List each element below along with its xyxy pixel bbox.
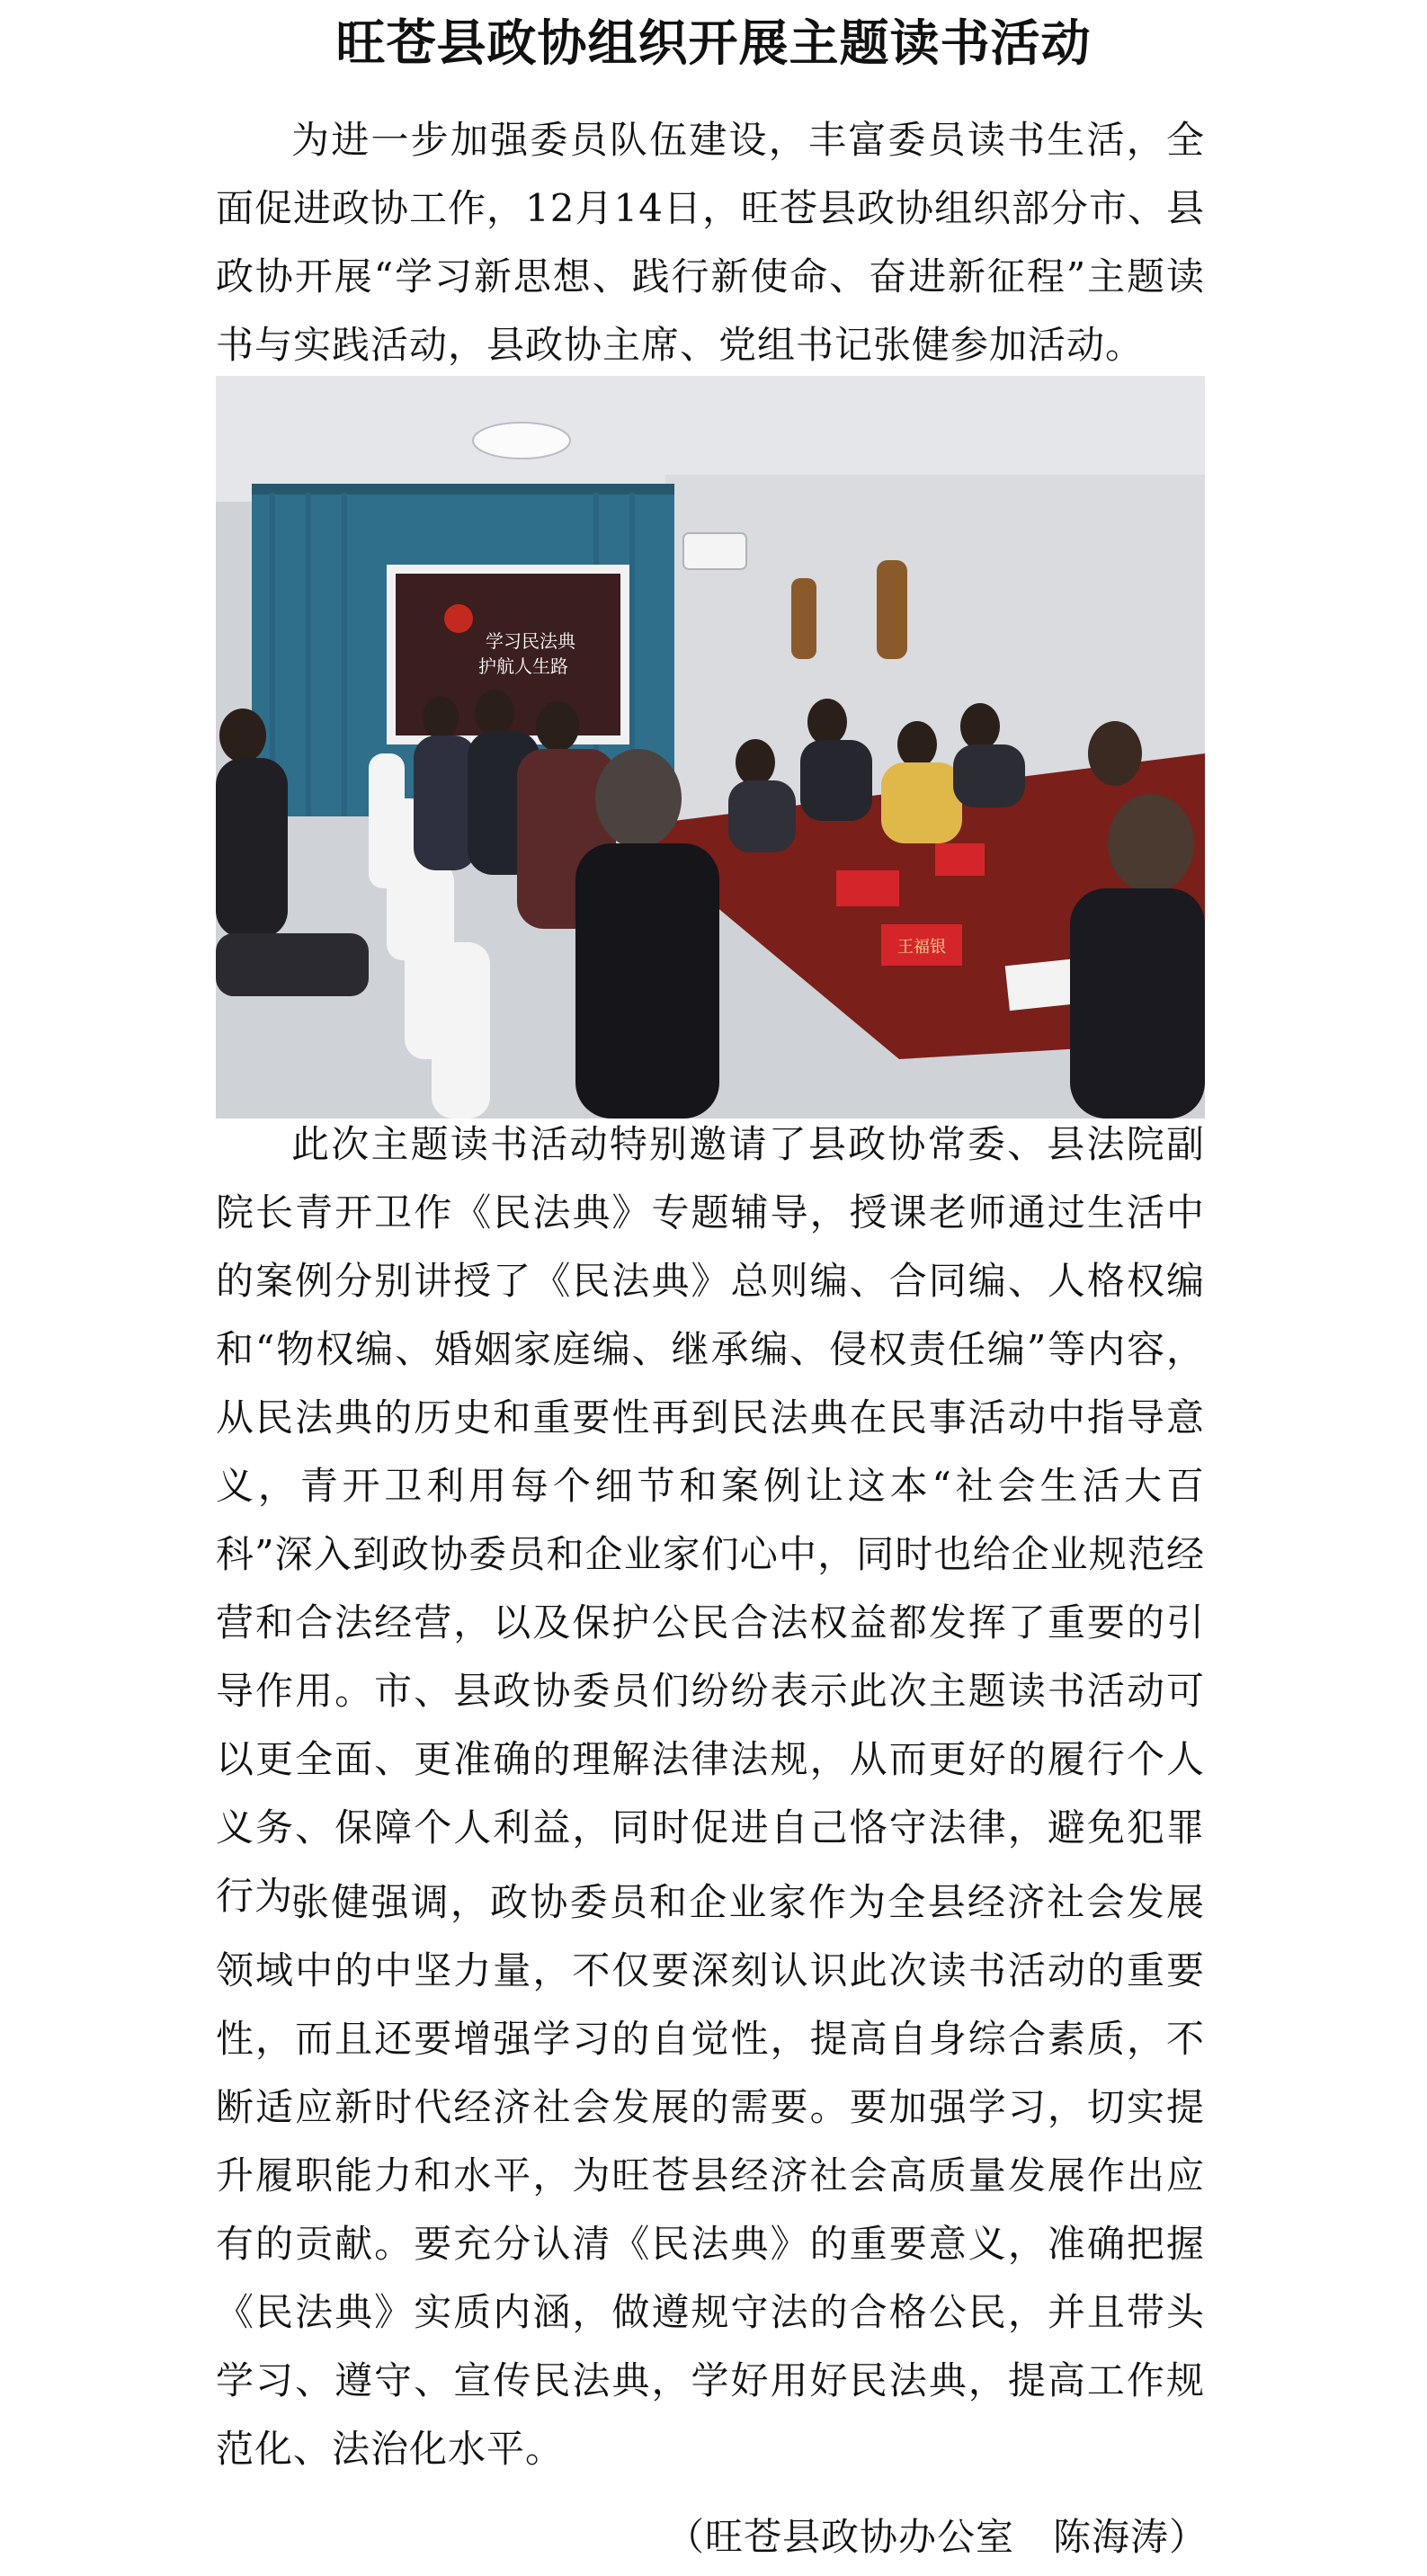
article-body-conclusion <box>216 1868 1205 2483</box>
wall-decoration <box>877 560 907 659</box>
paragraph-3: 张健强调，政协委员和企业家作为全县经济社会发展领域中的中坚力量，不仅要深刻认识此次读书活动的重要性，而且还要增强学习的自觉性，提高自身综合素质，不断适应新时代经济社会发展的需要。要加强学习，切实提升履职能力和水平，为旺苍县经济社会高质量发展作出应有的贡献。要充分认清《民法典》的重要意义，准确把握《民法典》实质内涵，做遵规守法的合格公民，并且带头学习、遵守、宣传民法典，学好用好民法典，提高工作规范化、法治化水平。 <box>216 1880 1205 2471</box>
paragraph-2: 此次主题读书活动特别邀请了县政协常委、县法院副院长青开卫作《民法典》专题辅导，授课老师通过生活中的案例分别讲授了《民法典》总则编、合同编、人格权编和“物权编、婚姻家庭编、继承编、侵权责任编”等内容，从民法典的历史和重要性再到民法典在民事活动中指导意义，青开卫利用每个细节和案例让这本“社会生活大百科”深入到政协委员和企业家们心中，同时也给企业规范经营和合法经营，以及保护公民合法权益都发挥了重要的引导作用。市、县政协委员们纷纷表示此次主题读书活动可以更全面、更准确的理解法律法规，从而更好的履行个人义务、保障个人利益，同时促进自己恪守法律，避免犯罪行为。 <box>216 1122 1205 1918</box>
meeting-photo <box>216 376 1205 1119</box>
wall-decoration <box>791 578 816 659</box>
article-title: 旺苍县政协组织开展主题读书活动 <box>335 13 1092 72</box>
screen-text-line1: 学习民法典 <box>486 630 575 652</box>
svg-text:王福银: 王福银 <box>897 938 946 957</box>
paragraph-1: 为进一步加强委员队伍建设，丰富委员读书生活，全面促进政协工作，12月14日，旺苍县政协组织部分市、县政协开展“学习新思想、践行新使命、奋进新征程”主题读书与实践活动，县政协主席、党组书记张健参加活动。 <box>216 118 1205 367</box>
ceiling-light <box>473 423 570 459</box>
author-signature: （旺苍县政协办公室 陈海涛） <box>665 2515 1208 2559</box>
air-conditioner <box>683 533 746 569</box>
article-body-intro <box>216 106 1205 379</box>
article-body-main <box>216 1110 1205 1930</box>
screen-text-line2: 护航人生路 <box>478 655 568 677</box>
